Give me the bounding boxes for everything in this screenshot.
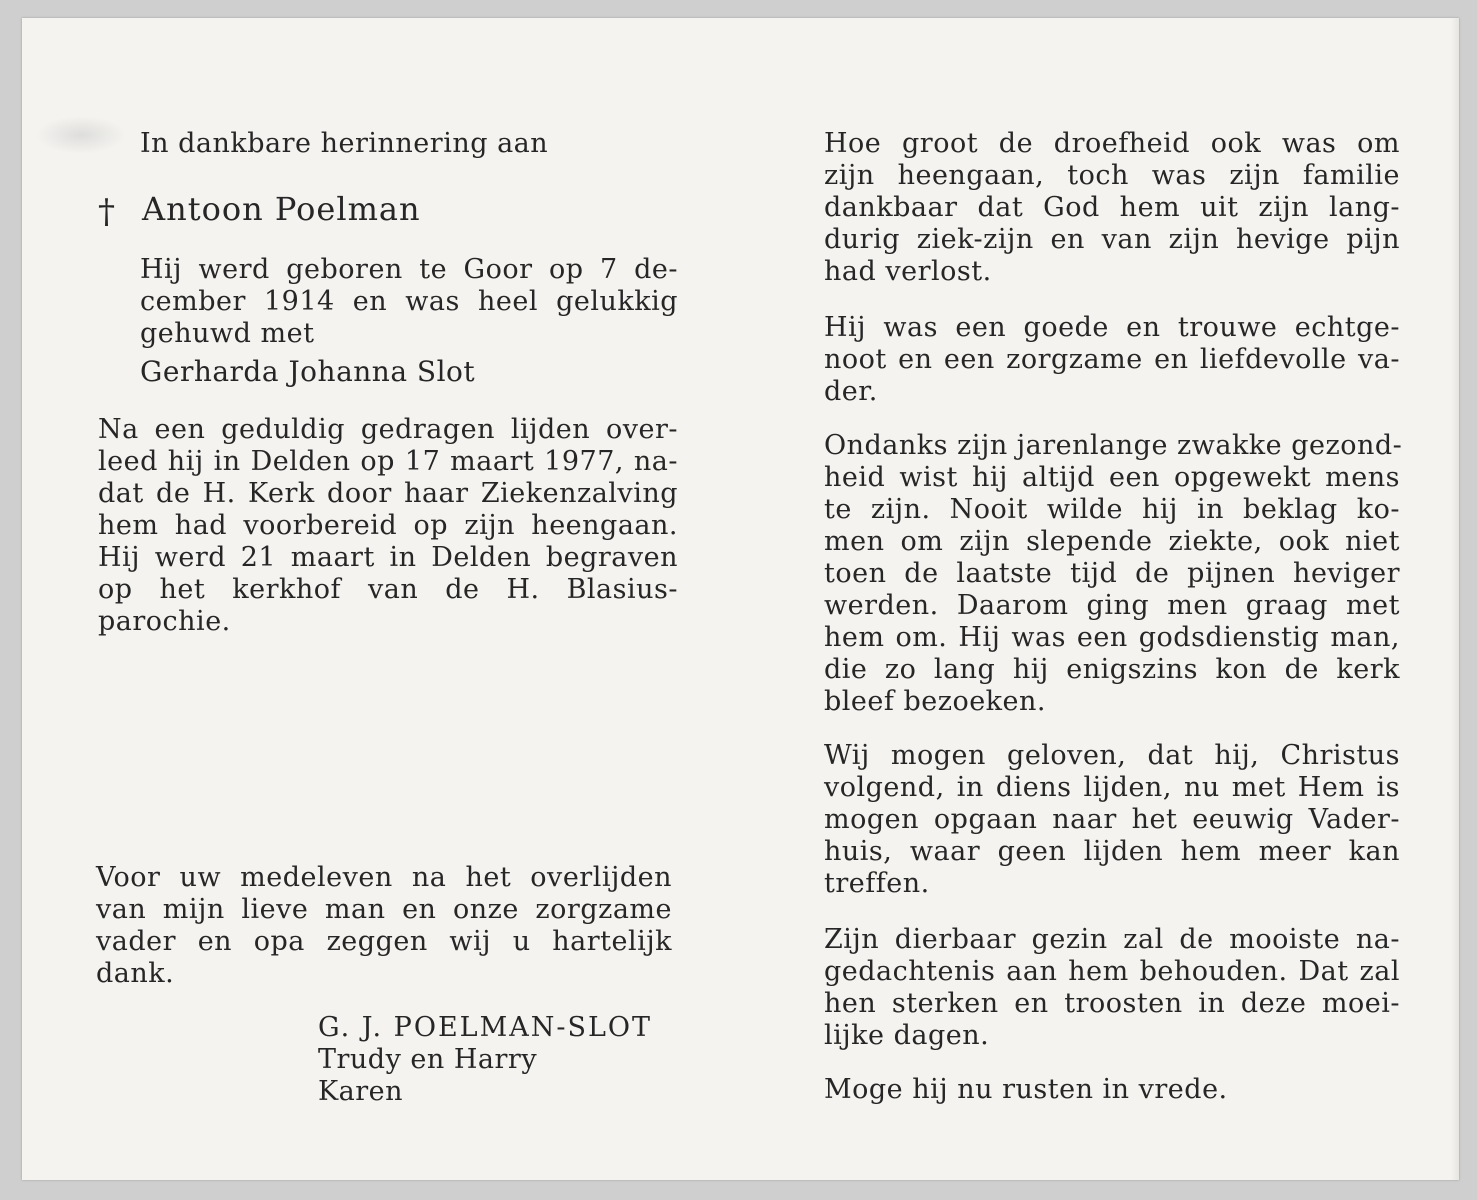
- death-line-7: parochie.: [98, 606, 231, 637]
- cross-icon: †: [98, 192, 115, 232]
- right-paragraph-5: [824, 924, 1400, 1052]
- p3-line-2: heid wist hij altijd een opgewekt mens: [824, 462, 1400, 493]
- birth-line-1: Hij werd geboren te Goor op 7 de-: [140, 254, 678, 285]
- p1-line-3: dankbaar dat God hem uit zijn lang-: [824, 192, 1400, 223]
- right-paragraph-4: [824, 740, 1400, 900]
- right-paragraph-1: [824, 128, 1400, 288]
- p5-line-3: hen sterken en troosten in deze moei-: [824, 988, 1400, 1019]
- closing-line: Moge hij nu rusten in vrede.: [824, 1074, 1228, 1105]
- p3-line-6: werden. Daarom ging men graag met: [824, 590, 1400, 621]
- death-line-3: dat de H. Kerk door haar Ziekenzalving: [98, 478, 678, 509]
- p3-line-8: die zo lang hij enigszins kon de kerk: [824, 654, 1400, 685]
- signature-line-2: Trudy en Harry: [318, 1044, 538, 1075]
- p5-line-2: gedachtenis aan hem behouden. Dat zal: [824, 956, 1400, 987]
- p1-line-1: Hoe groot de droefheid ook was om: [824, 128, 1400, 159]
- p2-line-2: noot en een zorgzame en liefdevolle va-: [824, 344, 1400, 375]
- intro-line: In dankbare herinnering aan: [140, 128, 549, 159]
- spouse-name: Gerharda Johanna Slot: [140, 355, 476, 388]
- p1-line-2: zijn heengaan, toch was zijn familie: [824, 160, 1400, 191]
- right-paragraph-2: [824, 312, 1400, 408]
- p4-line-1: Wij mogen geloven, dat hij, Christus: [824, 740, 1400, 771]
- death-line-1: Na een geduldig gedragen lijden over-: [98, 414, 678, 445]
- birth-paragraph: [140, 254, 678, 350]
- signature-line-3: Karen: [318, 1076, 404, 1107]
- birth-line-2: cember 1914 en was heel gelukkig: [140, 286, 678, 317]
- p2-line-3: der.: [824, 376, 878, 407]
- right-paragraph-3: [824, 430, 1403, 718]
- signature-block: [318, 1012, 652, 1108]
- thanks-line-3: vader en opa zeggen wij u hartelijk: [96, 926, 672, 957]
- thanks-line-2: van mijn lieve man en onze zorgzame: [96, 894, 672, 925]
- p1-line-5: had verlost.: [824, 256, 992, 287]
- p4-line-5: treffen.: [824, 868, 930, 899]
- p3-line-5: toen de laatste tijd de pijnen heviger: [824, 558, 1400, 589]
- p1-line-4: durig ziek-zijn en van zijn hevige pijn: [824, 224, 1400, 255]
- p3-line-4: men om zijn slepende ziekte, ook niet: [824, 526, 1400, 557]
- thanks-line-1: Voor uw medeleven na het overlijden: [96, 862, 672, 893]
- thanks-paragraph: [96, 862, 672, 990]
- p2-line-1: Hij was een goede en trouwe echtge-: [824, 312, 1400, 343]
- p5-line-4: lijke dagen.: [824, 1020, 990, 1051]
- birth-line-3: gehuwd met: [140, 318, 315, 349]
- death-line-2: leed hij in Delden op 17 maart 1977, na-: [98, 446, 678, 477]
- p3-line-3: te zijn. Nooit wilde hij in beklag ko-: [824, 494, 1400, 525]
- death-line-5: Hij werd 21 maart in Delden begraven: [98, 542, 678, 573]
- death-line-4: hem had voorbereid op zijn heengaan.: [98, 510, 678, 541]
- death-line-6: op het kerkhof van de H. Blasius-: [98, 574, 678, 605]
- deceased-name: Antoon Poelman: [142, 190, 421, 228]
- paper-smudge: [36, 116, 126, 154]
- p3-line-9: bleef bezoeken.: [824, 686, 1046, 717]
- p5-line-1: Zijn dierbaar gezin zal de mooiste na-: [824, 924, 1400, 955]
- p3-line-7: hem om. Hij was een godsdienstig man,: [824, 622, 1400, 653]
- death-paragraph: [98, 414, 678, 638]
- p4-line-3: mogen opgaan naar het eeuwig Vader-: [824, 804, 1400, 835]
- thanks-line-4: dank.: [96, 958, 175, 989]
- p4-line-4: huis, waar geen lijden hem meer kan: [824, 836, 1400, 867]
- signature-line-1: G. J. POELMAN-SLOT: [318, 1012, 653, 1043]
- p4-line-2: volgend, in diens lijden, nu met Hem is: [824, 772, 1400, 803]
- p3-line-1: Ondanks zijn jarenlange zwakke gezond-: [824, 430, 1403, 461]
